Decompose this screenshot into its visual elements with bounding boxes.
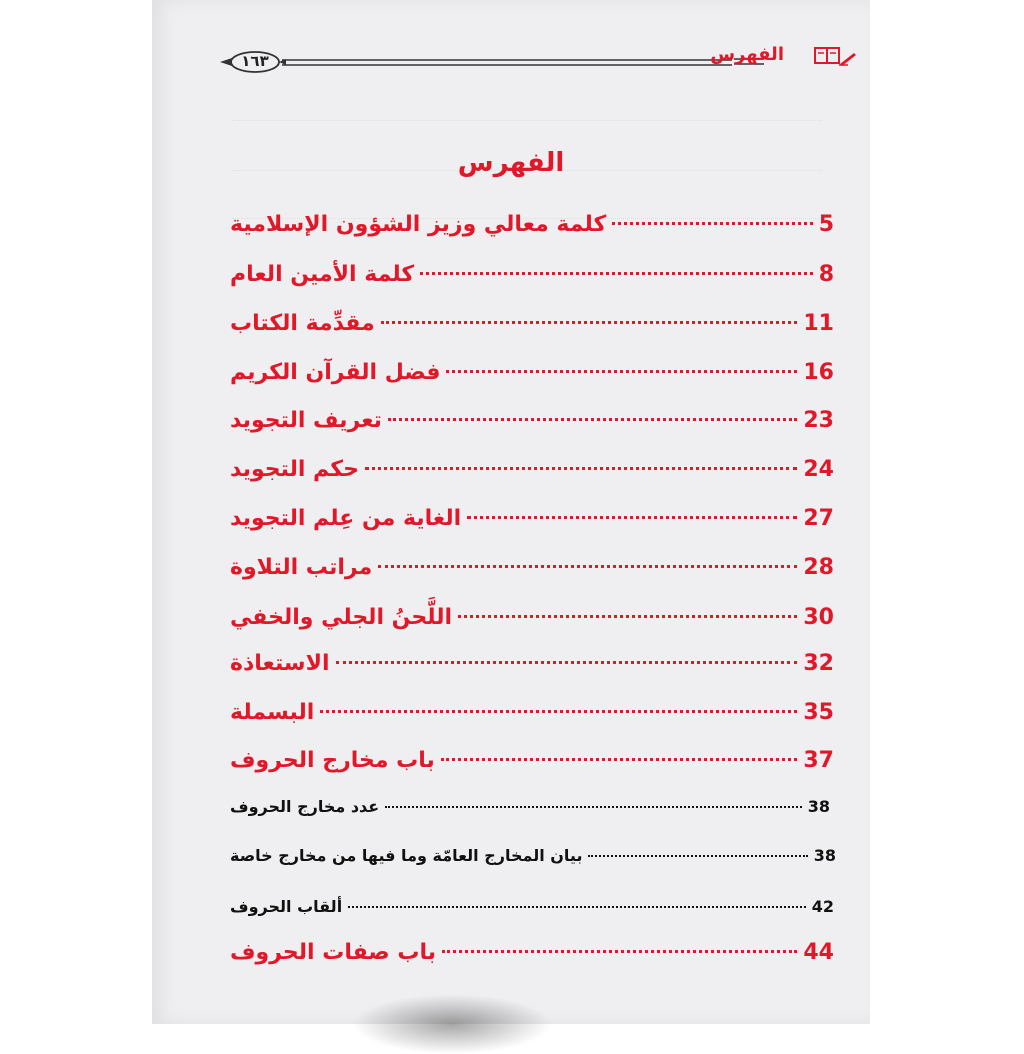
leader-dots [381, 321, 798, 324]
toc-entry-page: 32 [803, 651, 834, 676]
toc-entry-page: 42 [811, 897, 834, 916]
toc-entry-page: 44 [803, 940, 834, 965]
toc-entry-title: ألقاب الحروف [230, 897, 343, 916]
toc-entry-page: 37 [803, 748, 834, 773]
leader-dots [388, 418, 797, 421]
toc-entry-title: اللَّحنُ الجلي والخفي [230, 605, 453, 630]
toc-entry-page: 23 [803, 408, 834, 433]
toc-entry [230, 940, 834, 965]
leader-dots [378, 565, 797, 568]
leader-dots [385, 806, 802, 808]
toc-entry-page: 24 [803, 457, 834, 482]
toc-entry-title: كلمة الأمين العام [230, 262, 415, 287]
leader-dots [348, 906, 806, 908]
toc-entry [230, 262, 834, 287]
toc-entry-title: الغاية من عِلم التجويد [230, 506, 462, 531]
toc-entry-title: الاستعاذة [230, 651, 330, 676]
toc-entry [230, 212, 834, 237]
page-title: الفهرس [457, 148, 565, 178]
running-header [212, 38, 842, 86]
leader-dots [441, 758, 798, 761]
toc-entry-title: عدد مخارج الحروف [230, 797, 380, 816]
toc-entry-title: باب صفات الحروف [230, 940, 436, 965]
toc-entry [230, 457, 834, 482]
toc-entry-title: كلمة معالي وزيز الشؤون الإسلامية [230, 212, 607, 237]
toc-entry-page: 38 [807, 797, 830, 816]
toc-entry-title: باب مخارج الحروف [230, 748, 435, 773]
toc-entry-title: البسملة [230, 700, 315, 725]
toc-entry [230, 748, 834, 773]
leader-dots [365, 467, 797, 470]
header-title: الفهرس [710, 44, 784, 65]
toc-entry [230, 555, 834, 580]
page-number: ١٦٣ [241, 52, 269, 70]
toc-entry [230, 408, 834, 433]
toc-entry [230, 605, 834, 630]
leader-dots [442, 950, 797, 953]
leader-dots [446, 370, 797, 373]
book-page [152, 0, 870, 1024]
leader-dots [612, 222, 812, 225]
toc-entry-page: 16 [803, 360, 834, 385]
show-through-line [232, 110, 822, 121]
toc-entry [230, 506, 834, 531]
toc-subentry [230, 897, 834, 916]
toc-subentry [230, 846, 836, 865]
leader-dots [588, 855, 807, 857]
toc-entry-page: 5 [818, 212, 834, 237]
toc-entry-page: 30 [803, 605, 834, 630]
leader-dots [467, 516, 797, 519]
toc-entry-page: 35 [803, 700, 834, 725]
leader-dots [320, 710, 797, 713]
toc-entry [230, 700, 834, 725]
toc-entry [230, 651, 834, 676]
toc-entry-title: مقدِّمة الكتاب [230, 311, 375, 336]
leader-dots [420, 272, 813, 275]
toc-entry-page: 28 [803, 555, 834, 580]
toc-entry [230, 311, 834, 336]
leader-dots [336, 661, 798, 664]
toc-entry-title: تعريف التجويد [230, 408, 382, 433]
toc-entry-title: حكم التجويد [230, 457, 359, 482]
toc-entry-title: فضل القرآن الكريم [230, 360, 441, 385]
toc-entry-page: 11 [803, 311, 834, 336]
leader-dots [458, 615, 797, 618]
toc-entry-page: 8 [818, 262, 834, 287]
toc-subentry [230, 797, 830, 816]
toc-entry [230, 360, 834, 385]
toc-entry-title: مراتب التلاوة [230, 555, 373, 580]
toc-entry-page: 27 [803, 506, 834, 531]
toc-entry-title: بيان المخارج العامّة وما فيها من مخارج خاصة [230, 846, 583, 865]
page-edge-shadow [352, 994, 552, 1054]
toc-entry-page: 38 [813, 846, 836, 865]
